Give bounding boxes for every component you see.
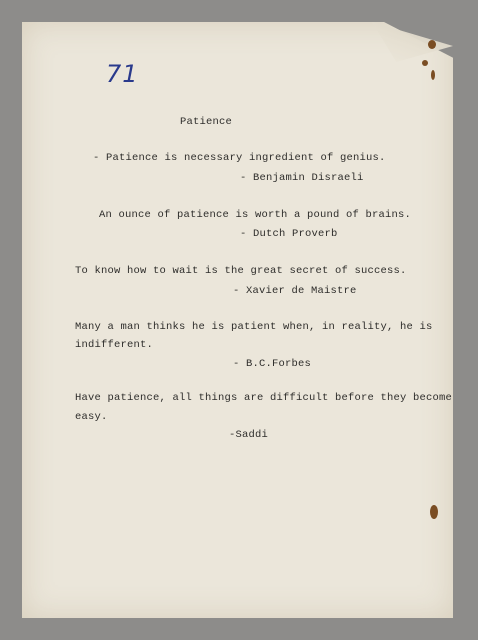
quote-line: To know how to wait is the great secret of success. (75, 265, 407, 277)
quote-author: - Dutch Proverb (240, 228, 338, 240)
stain-mark (422, 60, 428, 66)
quote-line: - Patience is necessary ingredient of genius. (93, 152, 386, 164)
quote-line: Have patience, all things are difficult before they become (75, 392, 453, 404)
stain-mark (431, 70, 435, 80)
quote-author: -Saddi (229, 429, 269, 441)
quote-author: - B.C.Forbes (233, 358, 312, 370)
stain-mark (430, 505, 438, 519)
quote-line: easy. (75, 411, 108, 423)
paper-sheet (22, 22, 453, 618)
quote-author: - Benjamin Disraeli (240, 172, 364, 184)
page-number: 71 (106, 60, 139, 88)
page-title: Patience (180, 116, 233, 128)
quote-line: An ounce of patience is worth a pound of brains. (99, 209, 412, 221)
quote-line: Many a man thinks he is patient when, in reality, he is (75, 321, 433, 333)
quote-author: - Xavier de Maistre (233, 285, 357, 297)
quote-line: indifferent. (75, 339, 154, 351)
stain-mark (428, 40, 436, 49)
